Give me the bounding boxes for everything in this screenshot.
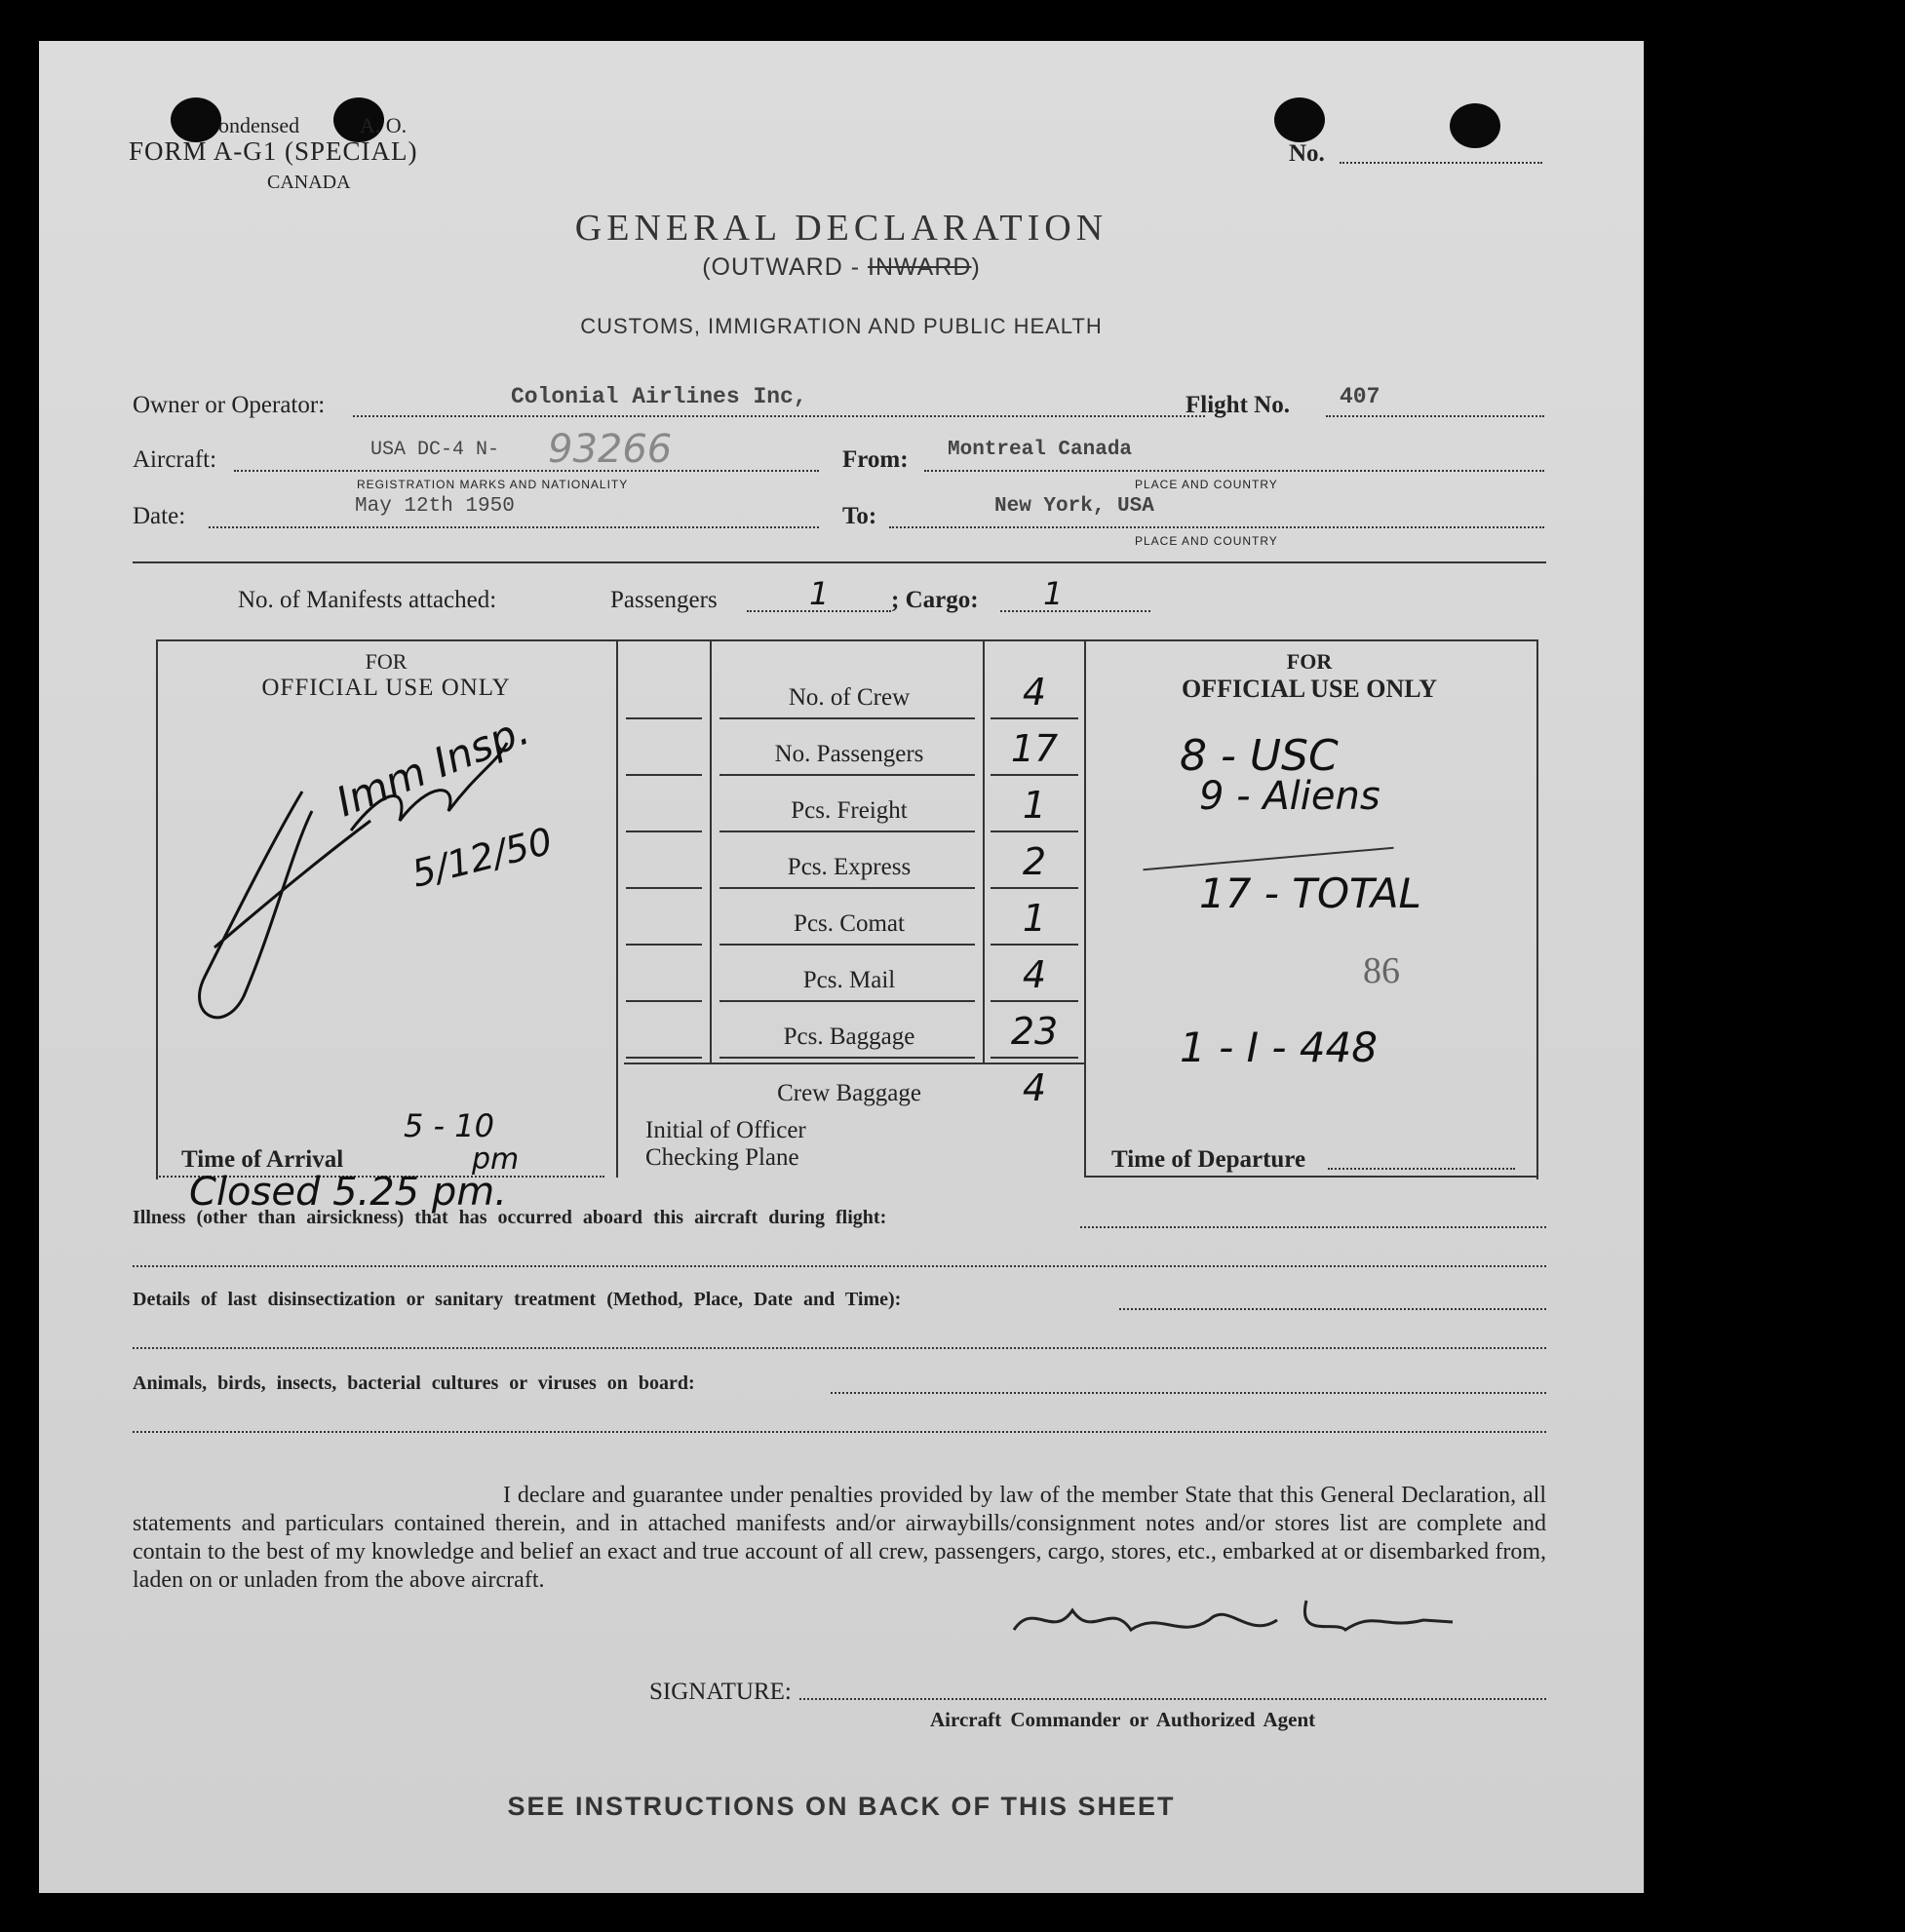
date-line [209,526,819,528]
right-official-for: FOR [1286,649,1333,674]
count-row-label: Pcs. Express [787,854,912,880]
form-number: FORM A-G1 (SPECIAL) [129,136,418,166]
form-title: GENERAL DECLARATION [574,208,1108,249]
aliens-count: 9 - Aliens [1199,774,1380,819]
declaration-form [39,41,1644,1893]
reference-number: 1 - I - 448 [1180,1024,1378,1071]
aircraft-value: USA DC-4 N- [370,439,500,461]
closed-note: Closed 5.25 pm. [189,1170,507,1215]
usc-count: 8 - USC [1180,731,1339,781]
count-row-value: 4 [1022,1066,1047,1109]
count-row-value: 17 [1010,727,1059,770]
owner-value: Colonial Airlines Inc, [511,384,807,409]
date-value: May 12th 1950 [355,495,515,518]
count-row-value: 1 [1022,784,1047,827]
count-row-value: 1 [1022,897,1047,940]
header-divider [133,561,1546,563]
aircraft-caption: REGISTRATION MARKS AND NATIONALITY [357,478,629,491]
right-official-title: OFFICIAL USE ONLY [1182,675,1437,703]
departure-line [1328,1168,1515,1170]
to-value: New York, USA [994,495,1154,518]
form-subtitle: CUSTOMS, IMMIGRATION AND PUBLIC HEALTH [580,314,1103,338]
arrival-label: Time of Arrival [181,1146,344,1173]
manifests-cargo-label: ; Cargo: [891,587,979,613]
manifests-passengers-value: 1 [809,575,830,612]
footer-instructions: SEE INSTRUCTIONS ON BACK OF THIS SHEET [507,1792,1176,1821]
flight-line [1326,415,1544,417]
form-condensed: ondensed A. O. [218,113,408,137]
aircraft-hand-number: 93266 [548,427,673,472]
count-row-value: 4 [1022,671,1047,714]
left-official-for: FOR [365,649,408,674]
arrival-ampm: pm [472,1142,520,1177]
departure-label: Time of Departure [1111,1146,1306,1173]
count-row-label: Pcs. Comat [794,910,905,937]
inspector-title: Imm Insp. [330,705,536,827]
from-label: From: [842,446,909,473]
manifests-passengers-label: Passengers [610,587,718,613]
animals-line [133,1431,1546,1433]
flight-value: 407 [1340,384,1380,409]
form-country: CANADA [267,172,351,193]
to-line [889,526,1544,528]
number-label: No. [1289,140,1325,167]
punch-hole [1450,103,1500,148]
manifests-cargo-line [1000,610,1150,612]
punch-hole [1274,97,1325,142]
disinsect-label: Details of last disinsectization or sanitary treatment (Method, Place, Date and Time): [133,1289,902,1310]
signature-line [799,1698,1546,1700]
inspection-date: 5/12/50 [408,819,557,896]
aircraft-label: Aircraft: [133,446,217,473]
manifests-label: No. of Manifests attached: [238,587,497,613]
declaration-text: I declare and guarantee under penalties provided by law of the member State that this General Declaration, all statements and particulars contained therein, and in attached manifests and/or airwaybills/consignment notes and/or stores list are complete and contain to the best of my knowledge and belief an exact and true account of all crew, passengers, cargo, stores, etc., embarked at or disembarked from, laden on or unladen from the above aircraft. [133,1483,1546,1593]
inward-struck: INWARD [868,253,972,281]
flight-label: Flight No. [1186,392,1290,418]
count-row-value: 4 [1022,953,1047,996]
count-row-value: 2 [1022,840,1047,883]
to-caption: PLACE AND COUNTRY [1135,534,1278,548]
count-row-value: 23 [1010,1010,1059,1053]
officer-initial-label: Initial of Officer [645,1117,806,1143]
commander-signature [994,1581,1462,1659]
illness-line [133,1265,1546,1267]
signature-label: SIGNATURE: [649,1679,792,1705]
from-value: Montreal Canada [948,439,1133,461]
count-row-label: Pcs. Baggage [783,1024,915,1050]
date-label: Date: [133,503,186,529]
owner-label: Owner or Operator: [133,392,326,418]
illness-label: Illness (other than airsickness) that has occurred aboard this aircraft during flight: [133,1207,887,1228]
manifests-cargo-value: 1 [1043,575,1064,612]
count-row-label: Pcs. Freight [791,797,908,824]
signature-caption: Aircraft Commander or Authorized Agent [930,1708,1316,1731]
number-line [1340,162,1542,164]
total-count: 17 - TOTAL [1199,869,1421,917]
officer-checking-label: Checking Plane [645,1144,799,1171]
count-row-label: No. Passengers [774,741,924,767]
aircraft-line [234,470,819,472]
animals-label: Animals, birds, insects, bacterial cultures or viruses on board: [133,1372,695,1394]
count-row-label: No. of Crew [788,684,911,711]
to-label: To: [842,503,877,529]
count-row-label: Crew Baggage [777,1080,921,1106]
arrival-time: 5 - 10 [404,1107,494,1144]
stamp-number: 86 [1363,950,1400,991]
count-row-label: Pcs. Mail [802,967,896,993]
direction-line: (OUTWARD - INWARD) [702,253,981,281]
from-line [924,470,1544,472]
owner-line [353,415,1205,417]
left-official-title: OFFICIAL USE ONLY [261,675,511,701]
from-caption: PLACE AND COUNTRY [1135,478,1278,491]
disinsect-line [133,1347,1546,1349]
